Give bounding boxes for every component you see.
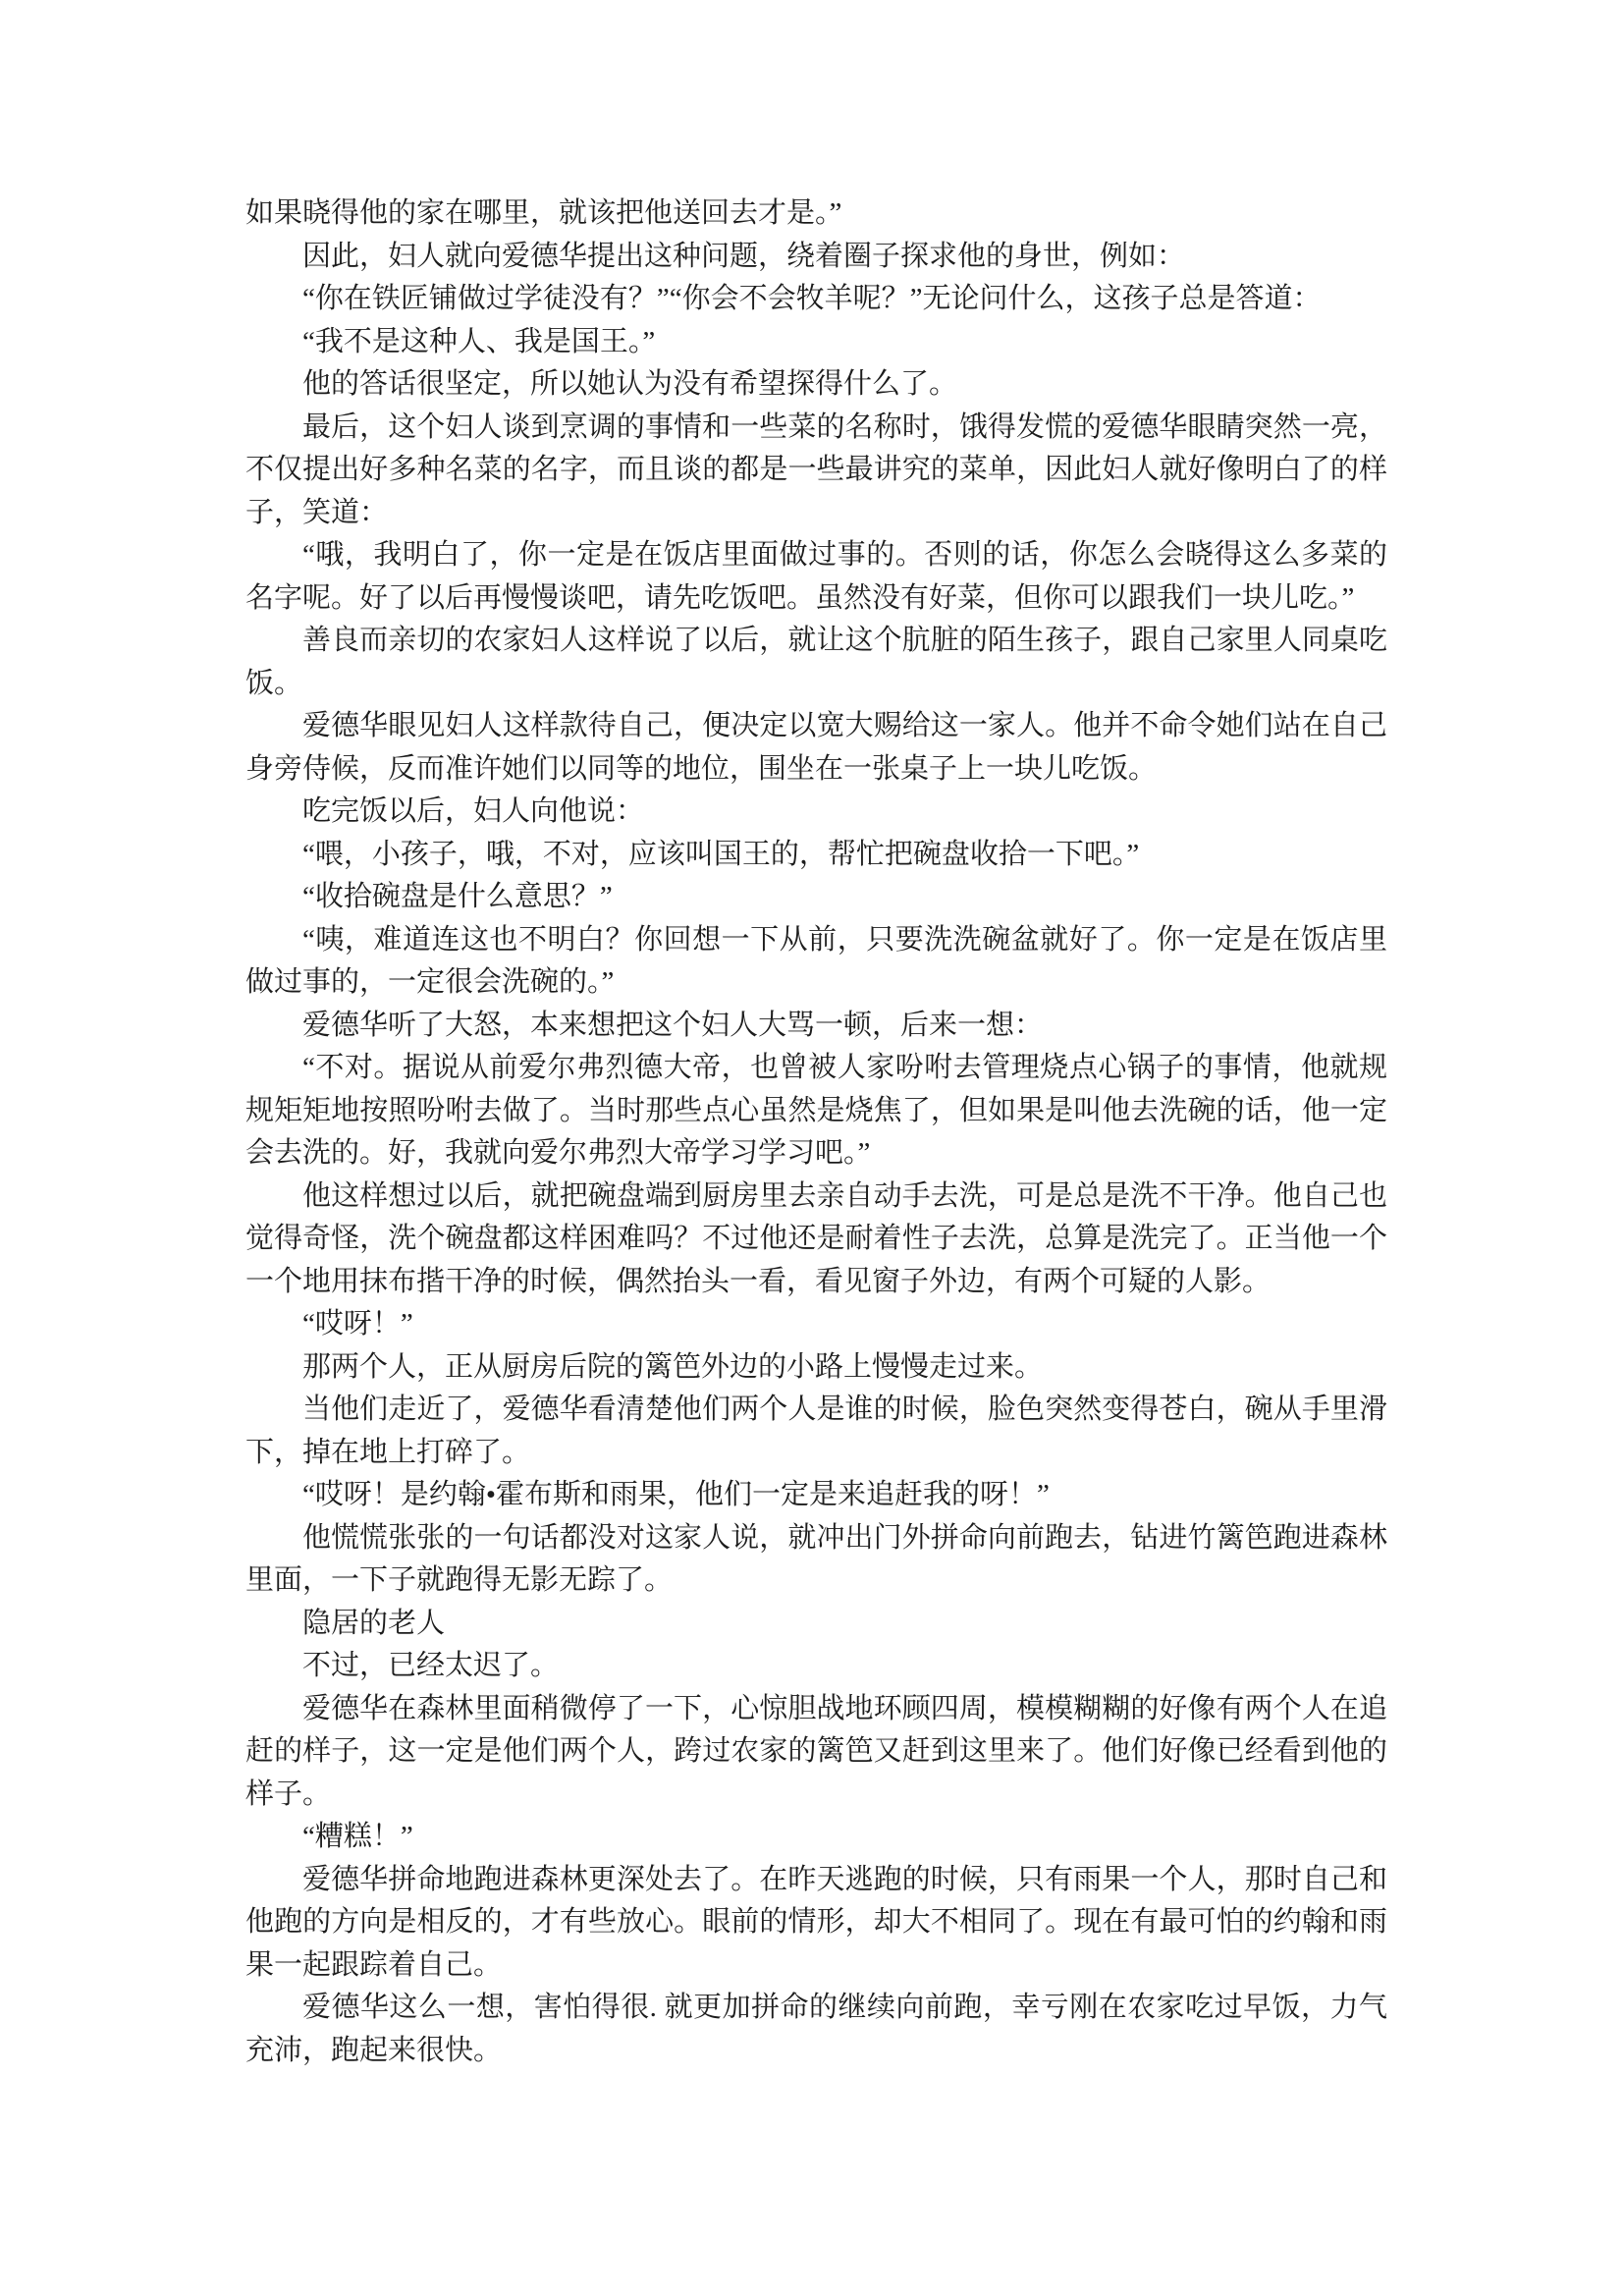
paragraph-10: 吃完饭以后，妇人向他说： <box>302 795 645 827</box>
paragraph-19: 当他们走近了，爱德华看清楚他们两个人是谁的时候，脸色突然变得苍白，碗从手里滑下，掉在地上打碎了。 <box>245 1394 1387 1468</box>
paragraph-8: 善良而亲切的农家妇人这样说了以后，就让这个肮脏的陌生孩子，跟自己家里人同桌吃饭。 <box>245 625 1387 699</box>
paragraph-7: “哦，我明白了，你一定是在饭店里面做过事的。否则的话，你怎么会晓得这么多菜的名字呢。好了以后再慢慢谈吧，请先吃饭吧。虽然没有好菜，但你可以跟我们一块儿吃。” <box>245 539 1387 614</box>
paragraph-1: 如果晓得他的家在哪里，就该把他送回去才是。” <box>245 197 842 229</box>
paragraph-4: “我不是这种人、我是国王。” <box>302 325 656 357</box>
paragraph-21: 他慌慌张张的一句话都没对这家人说，就冲出门外拼命向前跑去，钻进竹篱笆跑进森林里面，一下子就跑得无影无踪了。 <box>245 1521 1387 1596</box>
paragraph-18: 那两个人，正从厨房后院的篱笆外边的小路上慢慢走过来。 <box>302 1350 1044 1383</box>
paragraph-13: “咦，难道连这也不明白？你回想一下从前，只要洗洗碗盆就好了。你一定是在饭店里做过事的，一定很会洗碗的。” <box>245 923 1387 998</box>
paragraph-11: “喂，小孩子，哦，不对，应该叫国王的，帮忙把碗盘收拾一下吧。” <box>302 838 1140 870</box>
paragraph-16: 他这样想过以后，就把碗盘端到厨房里去亲自动手去洗，可是总是洗不干净。他自己也觉得奇怪，洗个碗盘都这样困难吗？不过他还是耐着性子去洗，总算是洗完了。正当他一个一个地用抹布揩干净的时候，偶然抬头一看，看见窗子外边，有两个可疑的人影。 <box>245 1179 1387 1297</box>
paragraph-26: 爱德华拼命地跑进森林更深处去了。在昨天逃跑的时候，只有雨果一个人，那时自己和他跑的方向是相反的，才有些放心。眼前的情形，却大不相同了。现在有最可怕的约翰和雨果一起跟踪着自己。 <box>245 1863 1387 1981</box>
paragraph-24: 爱德华在森林里面稍微停了一下，心惊胆战地环顾四周，模模糊糊的好像有两个人在追赶的样子，这一定是他们两个人，跨过农家的篱笆又赶到这里来了。他们好像已经看到他的样子。 <box>245 1692 1387 1810</box>
paragraph-5: 他的答话很坚定，所以她认为没有希望探得什么了。 <box>302 368 958 400</box>
paragraph-9: 爱德华眼见妇人这样款待自己，便决定以宽大赐给这一家人。他并不命令她们站在自己身旁侍候，反而准许她们以同等的地位，围坐在一张桌子上一块儿吃饭。 <box>245 710 1387 785</box>
paragraph-27: 爱德华这么一想，害怕得很. 就更加拼命的继续向前跑，幸亏刚在农家吃过早饭，力气充沛，跑起来很快。 <box>245 1992 1387 2066</box>
paragraph-12: “收拾碗盘是什么意思？” <box>302 881 613 912</box>
paragraph-15: “不对。据说从前爱尔弗烈德大帝，也曾被人家吩咐去管理烧点心锅子的事情，他就规规矩矩地按照吩咐去做了。当时那些点心虽然是烧焦了，但如果是叫他去洗碗的话，他一定会去洗的。好，我就向爱尔弗烈大帝学习学习吧。” <box>245 1052 1387 1169</box>
paragraph-23: 不过，已经太迟了。 <box>302 1650 560 1681</box>
paragraph-20: “哎呀！是约翰•霍布斯和雨果，他们一定是来追赶我的呀！” <box>302 1479 1050 1510</box>
paragraph-14: 爱德华听了大怒，本来想把这个妇人大骂一顿，后来一想： <box>302 1009 1044 1041</box>
paragraph-2: 因此，妇人就向爱德华提出这种问题，绕着圈子探求他的身世，例如： <box>302 240 1186 272</box>
paragraph-25: “糟糕！” <box>302 1821 413 1852</box>
paragraph-3: “你在铁匠铺做过学徒没有？”“你会不会牧羊呢？”无论问什么，这孩子总是答道： <box>302 283 1322 314</box>
paragraph-22: 隐居的老人 <box>302 1607 446 1639</box>
paragraph-6: 最后，这个妇人谈到烹调的事情和一些菜的名称时，饿得发慌的爱德华眼睛突然一亮，不仅提出好多种名菜的名字，而且谈的都是一些最讲究的菜单，因此妇人就好像明白了的样子，笑道： <box>245 410 1387 528</box>
body-text <box>245 192 1387 2072</box>
paragraph-17: “哎呀！” <box>302 1308 413 1339</box>
